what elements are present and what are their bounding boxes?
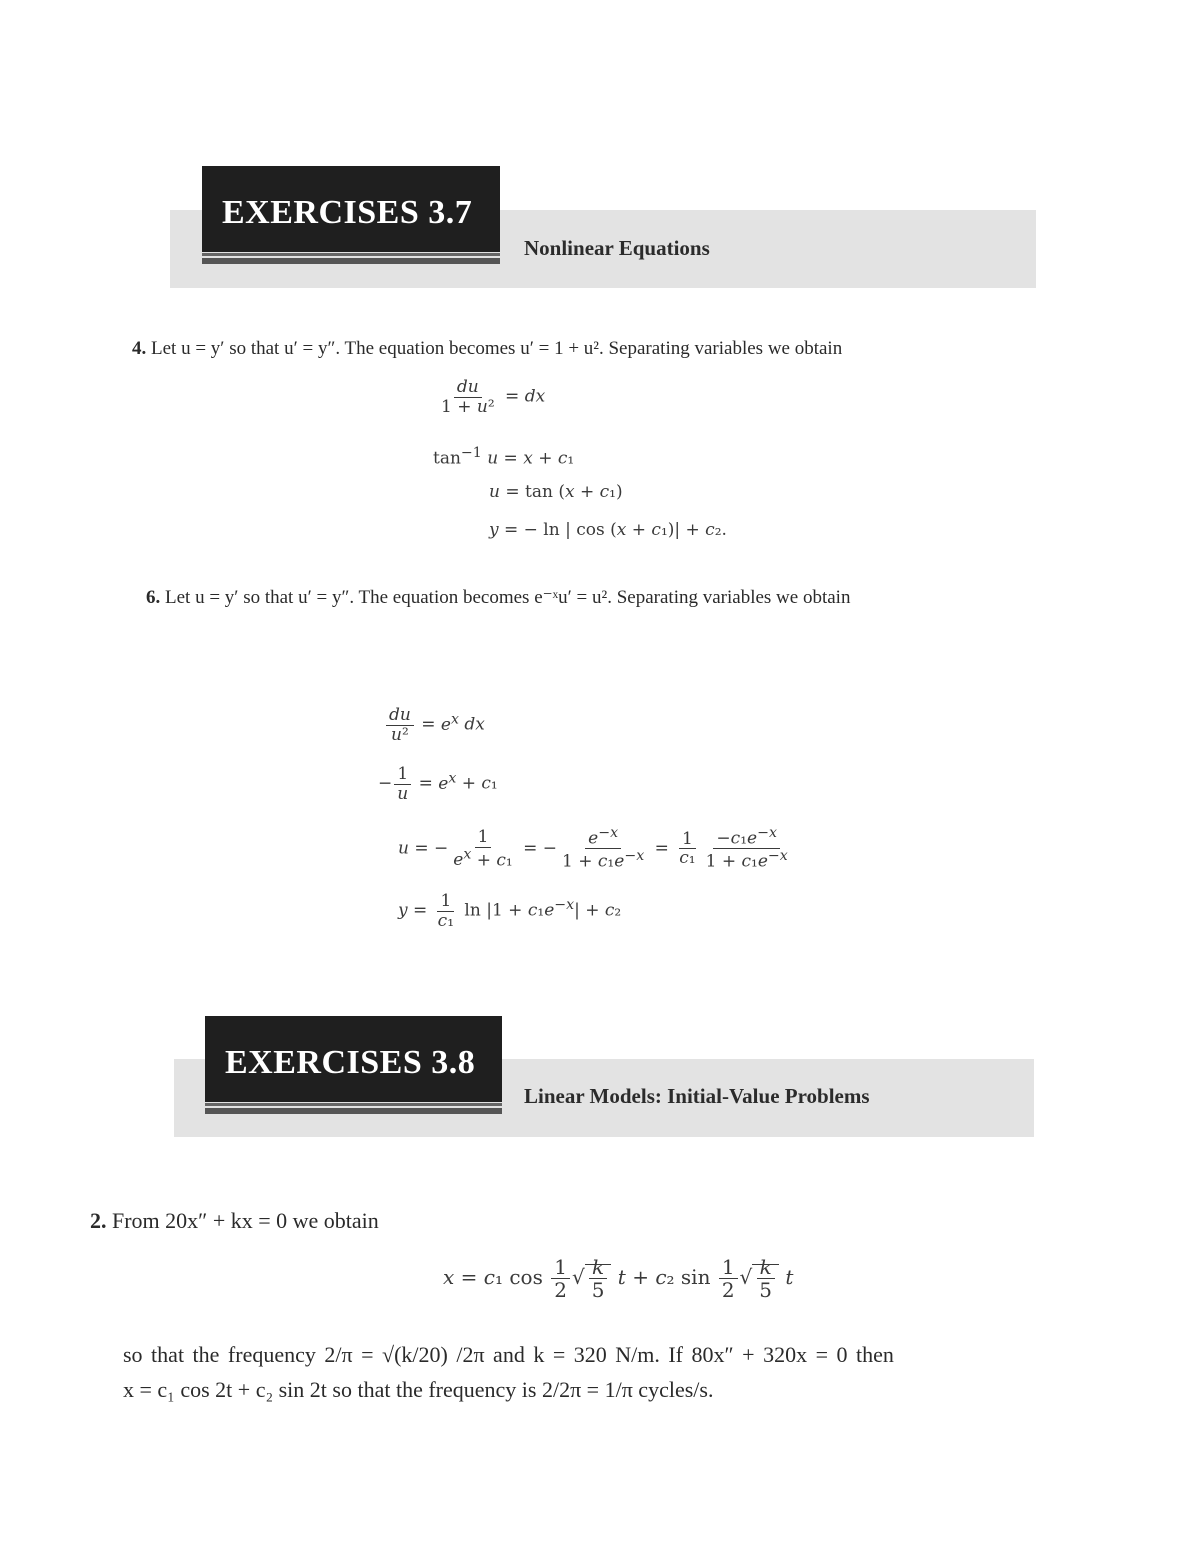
problem-6-equation-1: $\frac{du}{\text{u²}}$ = $e^x$ dx [384,706,485,744]
problem-6-statement [146,586,850,609]
problem-4-equation-3: u = tan (x + c₁) [489,482,623,502]
problem-2-text: From 20x″ + kx = 0 we obtain [112,1208,379,1233]
problem-6-number: 6. [146,587,161,608]
section-label-3-7: EXERCISES 3.7 [222,194,473,231]
problem-2-statement [90,1208,379,1234]
problem-6-text: Let u = y′ so that u′ = y″. The equation becomes e⁻ˣu′ = u². Separating variables we obtain [165,587,851,608]
problem-4-equation-4: y = − ln | cos (x + c₁)| + c₂. [489,520,727,540]
problem-6-equation-2: − $\frac{1}{u}$ = $e^x + c_1$ [378,764,498,804]
problem-4-text: Let u = y′ so that u′ = y″. The equation becomes u′ = 1 + u². Separating variables we obtain [151,338,843,359]
header-rule-3-7-b [202,258,500,264]
problem-2-equation-1: x = c₁ cos $\frac{1}{2}$ √ $\frac{k}{5}$ t + c₂ sin $\frac{1}{2}$ √ $\frac{k}{5}$ t [443,1255,794,1302]
section-subtitle-3-7: Nonlinear Equations [524,236,710,260]
problem-2-number: 2. [90,1208,107,1233]
problem-4-statement [132,338,842,360]
section-label-3-8: EXERCISES 3.8 [225,1044,476,1081]
problem-4-number: 4. [132,338,147,359]
problem-2-line-2: x = c₁ cos 2t + c₂ sin 2t so that the frequency is 2/2π = 1/π cycles/s. [123,1377,714,1402]
problem-6-equation-3: u = − $\frac{1}{e^x + c_1}$ = − $\frac{e^{-x}}{1 + c_1e^{-x}}$ = $\frac{1}{\text{c₁}}$ $\frac{-c_1e^{-x}}{1 + c_1e^{-x}}$ [398,825,788,872]
section-subtitle-3-8: Linear Models: Initial-Value Problems [524,1084,870,1108]
header-rule-3-8-b [205,1108,502,1114]
problem-4-equation-2: $\tan^{-1} u = x + c_1$ [433,445,575,469]
problem-6-equation-4: y = $\frac{1}{\text{c₁}}$ $\ln |1 + c_1e^{-x}| + c_2$ [398,891,622,931]
problem-4-equation-1: $\frac{du}{\text{1 + u²}}$ = dx [441,377,546,417]
header-rule-3-7-a [202,253,500,256]
section-label-box-3-8 [205,1016,502,1102]
header-rule-3-8-a [205,1103,502,1106]
section-label-box-3-7 [202,166,500,252]
problem-2-line-1: so that the frequency 2/π = √(k/20) /2π and k = 320 N/m. If 80x″ + 320x = 0 then [123,1342,894,1367]
